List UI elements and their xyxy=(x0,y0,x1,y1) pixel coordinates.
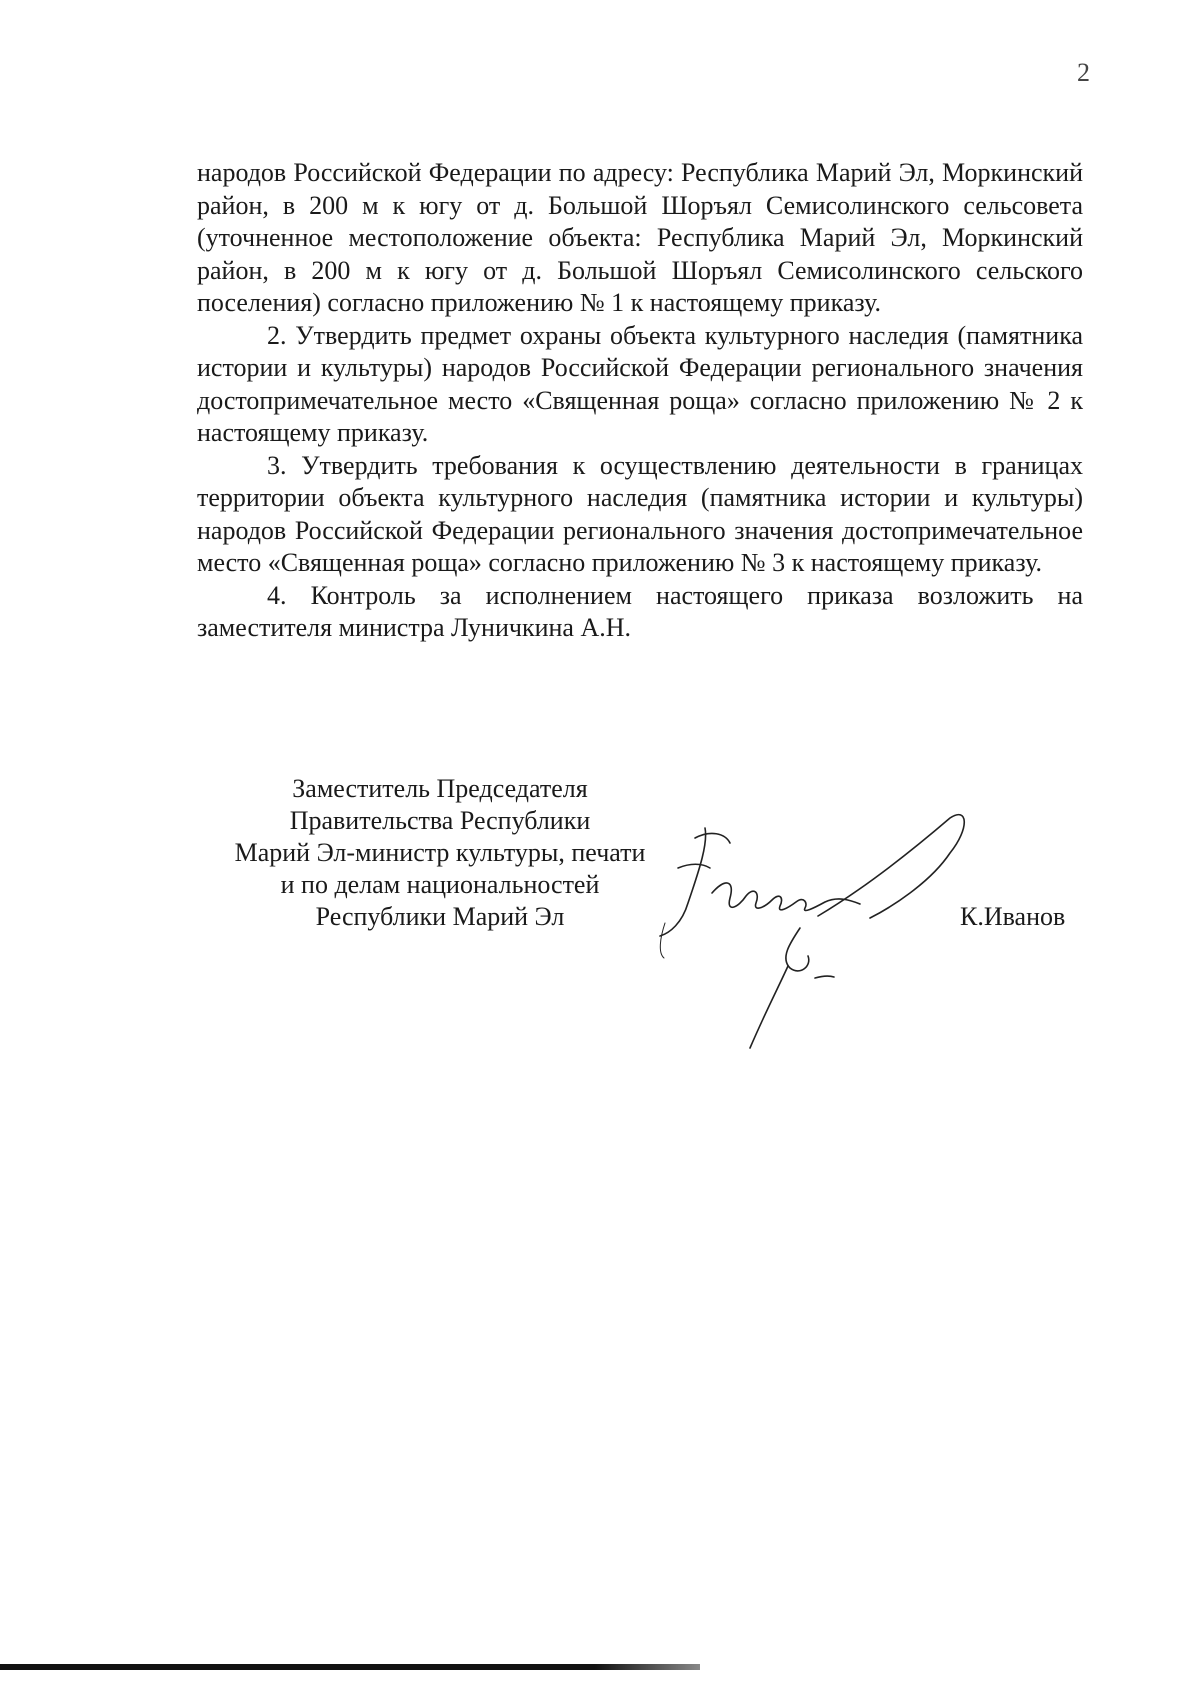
handwritten-signature xyxy=(650,808,1030,1068)
paragraph-item-4: 4. Контроль за исполнением настоящего приказа возложить на заместителя министра Луничкина А.Н. xyxy=(197,580,1083,642)
paragraph-item-3: 3. Утвердить требования к осуществлению деятельности в границах территории объекта культурного наследия (памятника истории и культуры) народов Российской Федерации регионального значения достопримечательное место «Священная роща» согласно приложению № 3 к настоящему приказу. xyxy=(197,450,1083,577)
signatory-position-line: и по делам национальностей xyxy=(280,870,600,899)
signatory-position xyxy=(200,773,680,933)
signatory-position-line: Марий Эл-министр культуры, печати xyxy=(234,838,646,867)
signatory-position-line: Правительства Республики xyxy=(289,806,591,835)
paragraph-continuation: народов Российской Федерации по адресу: Республика Марий Эл, Моркинский район, в 200 м к югу от д. Большой Шоръял Семисолинского сельсовета (уточненное местоположение объекта: Республика Марий Эл, Моркинский район, в 200 м к югу от д. Большой Шоръял Семисолинского сельского поселения) согласно приложению № 1 к настоящему приказу. xyxy=(197,158,1083,317)
signer-name: К.Иванов xyxy=(960,902,1066,931)
signatory-position-line: Республики Марий Эл xyxy=(315,902,565,931)
document-body xyxy=(197,157,1083,645)
signatory-position-line: Заместитель Председателя xyxy=(292,774,588,803)
paragraph-item-2: 2. Утвердить предмет охраны объекта культурного наследия (памятника истории и культуры) народов Российской Федерации регионального значения достопримечательное место «Священная роща» согласно приложению № 2 к настоящему приказу. xyxy=(197,320,1083,447)
page-number: 2 xyxy=(1077,58,1090,87)
scan-edge-line xyxy=(0,1664,700,1670)
